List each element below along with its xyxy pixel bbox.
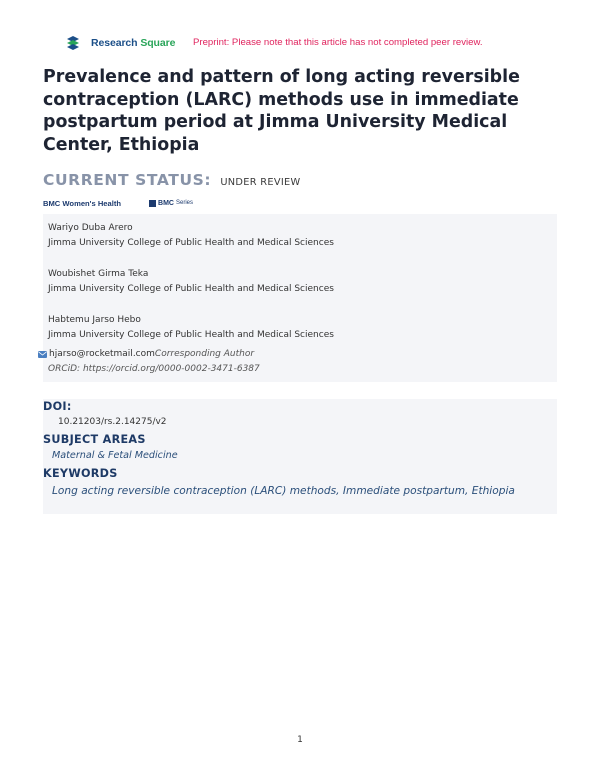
- doi-value[interactable]: 10.21203/rs.2.14275/v2: [58, 417, 167, 427]
- author-name: Woubishet Girma Teka: [48, 269, 149, 279]
- status-value: UNDER REVIEW: [220, 177, 301, 188]
- author-affiliation: Jimma University College of Public Health and Medical Sciences: [48, 238, 334, 248]
- author-email[interactable]: hjarso@rocketmail.com: [49, 349, 155, 359]
- paper-title: Prevalence and pattern of long acting reversible contraception (LARC) methods use in immediate postpartum period at Jimma University Medical Center, Ethiopia: [43, 67, 520, 155]
- journal-row: [43, 197, 193, 209]
- logo-text: Research Square: [91, 37, 176, 49]
- subject-area-link[interactable]: Maternal & Fetal Medicine: [52, 450, 178, 461]
- research-square-logo-icon: [66, 35, 88, 51]
- author-affiliation: Jimma University College of Public Health and Medical Sciences: [48, 330, 334, 340]
- author-affiliation: Jimma University College of Public Health and Medical Sciences: [48, 284, 334, 294]
- journal-name[interactable]: BMC Women's Health: [43, 198, 122, 208]
- corresponding-author-label: Corresponding Author: [154, 349, 255, 359]
- metadata-panel: [43, 399, 557, 514]
- author-name: Habtemu Jarso Hebo: [48, 315, 141, 325]
- orcid-link[interactable]: ORCiD: https://orcid.org/0000-0002-3471-6387: [48, 364, 260, 374]
- research-square-logo[interactable]: [66, 34, 175, 52]
- author-panel: [43, 214, 557, 382]
- doi-heading: DOI:: [43, 400, 72, 413]
- page-header: [66, 32, 546, 54]
- bmc-series-logo: BMC Series: [149, 200, 193, 207]
- subject-areas-heading: SUBJECT AREAS: [43, 433, 146, 446]
- keywords-heading: KEYWORDS: [43, 467, 118, 480]
- mail-icon: [38, 351, 47, 358]
- preprint-notice: Preprint: Please note that this article has not completed peer review.: [193, 37, 483, 48]
- status-label: CURRENT STATUS:: [43, 171, 212, 189]
- keywords-list: Long acting reversible contraception (LARC) methods, Immediate postpartum, Ethiopia: [52, 485, 515, 497]
- page-number: 1: [297, 735, 303, 745]
- bmc-mark-icon: [149, 200, 156, 207]
- email-row: [43, 349, 254, 359]
- author-name: Wariyo Duba Arero: [48, 223, 133, 233]
- current-status: [43, 170, 301, 189]
